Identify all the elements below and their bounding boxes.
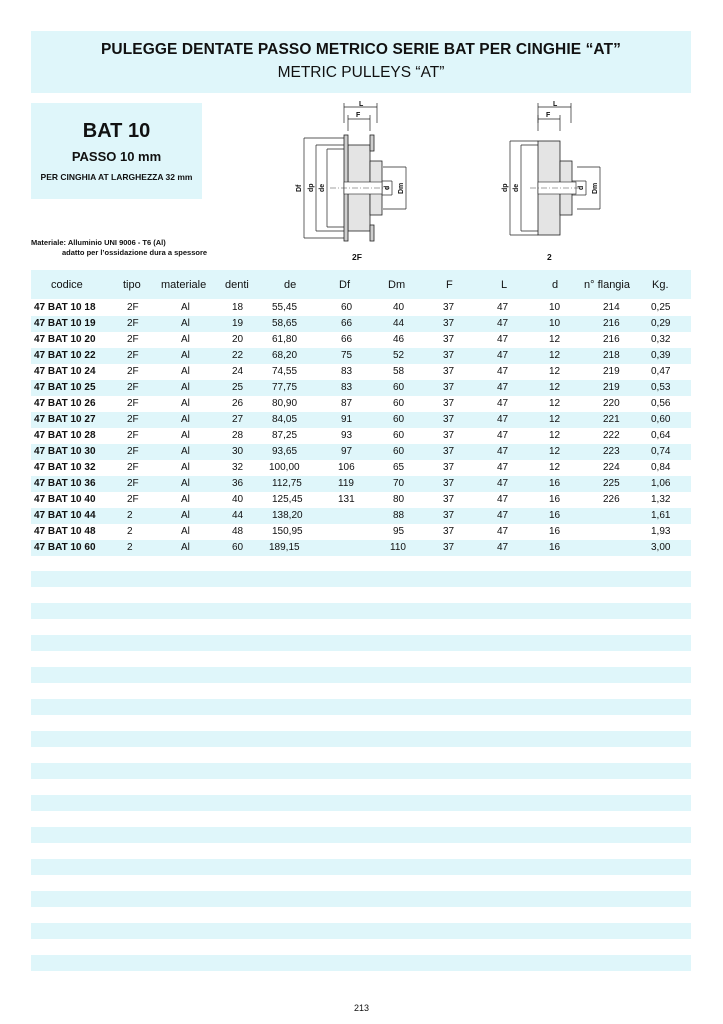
cell-codice: 47 BAT 10 60 <box>34 542 96 553</box>
cell-d: 10 <box>549 302 561 313</box>
cell-codice: 47 BAT 10 32 <box>34 462 96 473</box>
cell-d: 12 <box>549 414 561 425</box>
cell-kg: 0,53 <box>651 382 671 393</box>
cell-d: 12 <box>549 462 561 473</box>
empty-row <box>31 955 691 971</box>
cell-flangia: 222 <box>603 430 620 441</box>
svg-text:F: F <box>546 112 551 119</box>
svg-text:F: F <box>356 112 361 119</box>
cell-dm: 88 <box>393 510 405 521</box>
cell-l: 47 <box>497 494 509 505</box>
cell-l: 47 <box>497 526 509 537</box>
cell-f: 37 <box>443 366 455 377</box>
cell-dm: 46 <box>393 334 405 345</box>
cell-materiale: Al <box>181 462 190 473</box>
cell-kg: 0,74 <box>651 446 671 457</box>
cell-dm: 44 <box>393 318 405 329</box>
cell-denti: 30 <box>232 446 244 457</box>
cell-l: 47 <box>497 318 509 329</box>
cell-f: 37 <box>443 398 455 409</box>
cell-de: 84,05 <box>272 414 298 425</box>
cell-l: 47 <box>497 510 509 521</box>
cell-l: 47 <box>497 446 509 457</box>
cell-materiale: Al <box>181 510 190 521</box>
cell-tipo: 2F <box>127 478 139 489</box>
cell-l: 47 <box>497 542 509 553</box>
cell-f: 37 <box>443 478 455 489</box>
cell-df: 66 <box>341 334 353 345</box>
cell-df: 75 <box>341 350 353 361</box>
cell-codice: 47 BAT 10 40 <box>34 494 96 505</box>
cell-d: 12 <box>549 382 561 393</box>
svg-text:Dm: Dm <box>398 182 405 194</box>
pulley-drawing-2 <box>494 101 619 251</box>
cell-flangia: 218 <box>603 350 620 361</box>
cell-denti: 40 <box>232 494 244 505</box>
cell-materiale: Al <box>181 430 190 441</box>
svg-text:Dm: Dm <box>592 182 599 194</box>
svg-text:d: d <box>578 185 585 190</box>
cell-d: 16 <box>549 526 561 537</box>
cell-tipo: 2F <box>127 318 139 329</box>
cell-flangia: 216 <box>603 318 620 329</box>
table-row <box>31 412 691 428</box>
table-row <box>31 492 691 508</box>
cell-flangia: 216 <box>603 334 620 345</box>
cell-materiale: Al <box>181 446 190 457</box>
cell-df: 131 <box>338 494 355 505</box>
cell-denti: 32 <box>232 462 244 473</box>
cell-denti: 48 <box>232 526 244 537</box>
cell-tipo: 2F <box>127 446 139 457</box>
empty-row <box>31 795 691 811</box>
cell-kg: 0,84 <box>651 462 671 473</box>
table-row <box>31 428 691 444</box>
cell-df: 106 <box>338 462 355 473</box>
cell-tipo: 2F <box>127 494 139 505</box>
cell-de: 138,20 <box>272 510 303 521</box>
cell-kg: 1,06 <box>651 478 671 489</box>
cell-dm: 60 <box>393 398 405 409</box>
cell-f: 37 <box>443 446 455 457</box>
cell-flangia: 221 <box>603 414 620 425</box>
pulley-drawing-2f <box>290 101 415 251</box>
cell-de: 77,75 <box>272 382 298 393</box>
cell-denti: 60 <box>232 542 244 553</box>
cell-l: 47 <box>497 382 509 393</box>
cell-denti: 18 <box>232 302 244 313</box>
cell-d: 12 <box>549 446 561 457</box>
column-header-dm: Dm <box>388 279 406 291</box>
cell-df: 93 <box>341 430 353 441</box>
cell-d: 12 <box>549 334 561 345</box>
cell-f: 37 <box>443 462 455 473</box>
cell-tipo: 2 <box>127 526 133 537</box>
table-row <box>31 396 691 412</box>
cell-codice: 47 BAT 10 22 <box>34 350 96 361</box>
cell-denti: 26 <box>232 398 244 409</box>
cell-l: 47 <box>497 350 509 361</box>
cell-materiale: Al <box>181 478 190 489</box>
cell-f: 37 <box>443 510 455 521</box>
empty-row <box>31 827 691 843</box>
cell-materiale: Al <box>181 350 190 361</box>
cell-flangia: 219 <box>603 366 620 377</box>
cell-codice: 47 BAT 10 27 <box>34 414 96 425</box>
table-row <box>31 540 691 556</box>
column-header-tipo: tipo <box>123 279 141 291</box>
cell-df: 60 <box>341 302 353 313</box>
cell-d: 16 <box>549 478 561 489</box>
cell-f: 37 <box>443 430 455 441</box>
empty-row <box>31 891 691 907</box>
column-header-df: Df <box>339 279 350 291</box>
cell-d: 10 <box>549 318 561 329</box>
cell-dm: 58 <box>393 366 405 377</box>
empty-row <box>31 859 691 875</box>
drawing-caption-2: 2 <box>547 252 552 262</box>
empty-table-stripes <box>31 571 691 987</box>
cell-d: 16 <box>549 542 561 553</box>
cell-de: 93,65 <box>272 446 298 457</box>
cell-de: 74,55 <box>272 366 298 377</box>
cell-denti: 25 <box>232 382 244 393</box>
empty-row <box>31 763 691 779</box>
cell-kg: 0,56 <box>651 398 671 409</box>
page-subtitle: METRIC PULLEYS “AT” <box>277 64 445 81</box>
cell-flangia: 223 <box>603 446 620 457</box>
cell-materiale: Al <box>181 302 190 313</box>
cell-dm: 60 <box>393 382 405 393</box>
table-header <box>31 270 691 299</box>
cell-l: 47 <box>497 462 509 473</box>
cell-tipo: 2F <box>127 366 139 377</box>
cell-materiale: Al <box>181 526 190 537</box>
material-line-2: adatto per l’ossidazione dura a spessore <box>62 248 208 257</box>
cell-codice: 47 BAT 10 36 <box>34 478 96 489</box>
cell-flangia: 226 <box>603 494 620 505</box>
cell-d: 12 <box>549 398 561 409</box>
cell-materiale: Al <box>181 382 190 393</box>
empty-row <box>31 667 691 683</box>
svg-text:dp: dp <box>308 183 315 192</box>
cell-kg: 0,47 <box>651 366 671 377</box>
page-number: 213 <box>353 1003 370 1013</box>
model-pitch: PASSO 10 mm <box>71 149 162 164</box>
cell-de: 189,15 <box>269 542 300 553</box>
cell-kg: 1,93 <box>651 526 671 537</box>
cell-dm: 40 <box>393 302 405 313</box>
material-note <box>31 238 207 258</box>
cell-f: 37 <box>443 382 455 393</box>
cell-tipo: 2F <box>127 398 139 409</box>
cell-f: 37 <box>443 334 455 345</box>
empty-row <box>31 699 691 715</box>
cell-d: 12 <box>549 350 561 361</box>
cell-l: 47 <box>497 334 509 345</box>
table-row <box>31 300 691 316</box>
cell-f: 37 <box>443 318 455 329</box>
cell-f: 37 <box>443 542 455 553</box>
cell-dm: 80 <box>393 494 405 505</box>
cell-tipo: 2F <box>127 462 139 473</box>
cell-codice: 47 BAT 10 28 <box>34 430 96 441</box>
cell-kg: 0,60 <box>651 414 671 425</box>
cell-dm: 52 <box>393 350 405 361</box>
cell-l: 47 <box>497 398 509 409</box>
cell-denti: 20 <box>232 334 244 345</box>
cell-dm: 70 <box>393 478 405 489</box>
cell-materiale: Al <box>181 414 190 425</box>
table-row <box>31 332 691 348</box>
svg-text:de: de <box>513 183 520 192</box>
cell-tipo: 2F <box>127 302 139 313</box>
cell-dm: 95 <box>393 526 405 537</box>
cell-flangia: 219 <box>603 382 620 393</box>
title-band <box>31 31 691 93</box>
cell-denti: 27 <box>232 414 244 425</box>
table-body <box>31 300 691 556</box>
cell-dm: 60 <box>393 430 405 441</box>
cell-kg: 0,32 <box>651 334 671 345</box>
cell-kg: 0,39 <box>651 350 671 361</box>
table-row <box>31 380 691 396</box>
model-belt: PER CINGHIA AT LARGHEZZA 32 mm <box>40 172 193 182</box>
cell-materiale: Al <box>181 494 190 505</box>
cell-f: 37 <box>443 494 455 505</box>
table-row <box>31 316 691 332</box>
column-header-flangia: n° flangia <box>584 279 630 291</box>
model-code: BAT 10 <box>82 120 151 142</box>
table-row <box>31 364 691 380</box>
cell-tipo: 2 <box>127 510 133 521</box>
cell-de: 87,25 <box>272 430 298 441</box>
cell-flangia: 224 <box>603 462 620 473</box>
cell-materiale: Al <box>181 542 190 553</box>
cell-df: 119 <box>338 478 354 489</box>
cell-denti: 28 <box>232 430 244 441</box>
material-line-1: Materiale: Alluminio UNI 9006 - T6 (Al) <box>31 238 166 247</box>
cell-flangia: 225 <box>603 478 620 489</box>
cell-tipo: 2F <box>127 334 139 345</box>
table-row <box>31 460 691 476</box>
table-row <box>31 476 691 492</box>
svg-text:Df: Df <box>296 184 303 192</box>
column-header-codice: codice <box>51 279 83 291</box>
cell-kg: 1,32 <box>651 494 671 505</box>
column-header-de: de <box>284 279 297 291</box>
empty-row <box>31 571 691 587</box>
cell-tipo: 2F <box>127 430 139 441</box>
cell-tipo: 2F <box>127 414 139 425</box>
cell-l: 47 <box>497 302 509 313</box>
cell-codice: 47 BAT 10 20 <box>34 334 96 345</box>
cell-df: 83 <box>341 382 353 393</box>
cell-denti: 22 <box>232 350 244 361</box>
cell-kg: 1,61 <box>651 510 671 521</box>
cell-d: 12 <box>549 366 561 377</box>
cell-kg: 0,29 <box>651 318 671 329</box>
cell-df: 83 <box>341 366 353 377</box>
cell-materiale: Al <box>181 318 190 329</box>
svg-text:L: L <box>553 101 558 108</box>
cell-f: 37 <box>443 526 455 537</box>
cell-codice: 47 BAT 10 26 <box>34 398 96 409</box>
empty-row <box>31 923 691 939</box>
cell-de: 61,80 <box>272 334 298 345</box>
cell-de: 112,75 <box>272 478 302 489</box>
model-box <box>31 103 202 199</box>
table-row <box>31 508 691 524</box>
cell-codice: 47 BAT 10 18 <box>34 302 96 313</box>
table-row <box>31 524 691 540</box>
cell-flangia: 220 <box>603 398 620 409</box>
cell-df: 91 <box>341 414 353 425</box>
cell-flangia: 214 <box>603 302 620 313</box>
cell-l: 47 <box>497 414 509 425</box>
cell-materiale: Al <box>181 334 190 345</box>
svg-text:dp: dp <box>502 183 509 192</box>
cell-denti: 44 <box>232 510 244 521</box>
cell-d: 12 <box>549 430 561 441</box>
cell-dm: 60 <box>393 446 405 457</box>
cell-f: 37 <box>443 414 455 425</box>
cell-denti: 36 <box>232 478 244 489</box>
empty-row <box>31 635 691 651</box>
cell-de: 55,45 <box>272 302 298 313</box>
cell-denti: 19 <box>232 318 244 329</box>
cell-kg: 3,00 <box>651 542 671 553</box>
cell-codice: 47 BAT 10 48 <box>34 526 96 537</box>
cell-tipo: 2 <box>127 542 133 553</box>
cell-materiale: Al <box>181 366 190 377</box>
cell-l: 47 <box>497 366 509 377</box>
cell-codice: 47 BAT 10 19 <box>34 318 96 329</box>
cell-kg: 0,64 <box>651 430 671 441</box>
cell-d: 16 <box>549 510 561 521</box>
cell-codice: 47 BAT 10 44 <box>34 510 96 521</box>
column-header-kg: Kg. <box>652 279 669 291</box>
column-header-materiale: materiale <box>161 279 207 291</box>
cell-de: 100,00 <box>269 462 300 473</box>
cell-f: 37 <box>443 302 455 313</box>
cell-dm: 110 <box>390 542 406 553</box>
column-header-l: L <box>501 279 508 291</box>
svg-text:d: d <box>384 185 391 190</box>
cell-df: 66 <box>341 318 353 329</box>
table-row <box>31 444 691 460</box>
cell-de: 125,45 <box>272 494 303 505</box>
cell-materiale: Al <box>181 398 190 409</box>
cell-dm: 65 <box>393 462 405 473</box>
cell-de: 150,95 <box>272 526 303 537</box>
cell-f: 37 <box>443 350 455 361</box>
cell-codice: 47 BAT 10 25 <box>34 382 96 393</box>
cell-de: 80,90 <box>272 398 298 409</box>
cell-df: 87 <box>341 398 353 409</box>
page-title: PULEGGE DENTATE PASSO METRICO SERIE BAT PER CINGHIE “AT” <box>100 41 621 58</box>
table-row <box>31 348 691 364</box>
cell-codice: 47 BAT 10 24 <box>34 366 96 377</box>
cell-d: 16 <box>549 494 561 505</box>
cell-codice: 47 BAT 10 30 <box>34 446 96 457</box>
cell-denti: 24 <box>232 366 244 377</box>
cell-dm: 60 <box>393 414 405 425</box>
cell-de: 68,20 <box>272 350 298 361</box>
cell-kg: 0,25 <box>651 302 671 313</box>
cell-tipo: 2F <box>127 350 139 361</box>
cell-de: 58,65 <box>272 318 298 329</box>
cell-l: 47 <box>497 430 509 441</box>
column-header-denti: denti <box>225 279 249 291</box>
drawing-caption-2f: 2F <box>352 252 362 262</box>
cell-df: 97 <box>341 446 353 457</box>
svg-text:de: de <box>319 183 326 192</box>
empty-row <box>31 731 691 747</box>
empty-row <box>31 603 691 619</box>
svg-text:L: L <box>359 101 364 108</box>
column-header-f: F <box>446 279 453 291</box>
cell-l: 47 <box>497 478 509 489</box>
column-header-d: d <box>552 279 559 291</box>
cell-tipo: 2F <box>127 382 139 393</box>
